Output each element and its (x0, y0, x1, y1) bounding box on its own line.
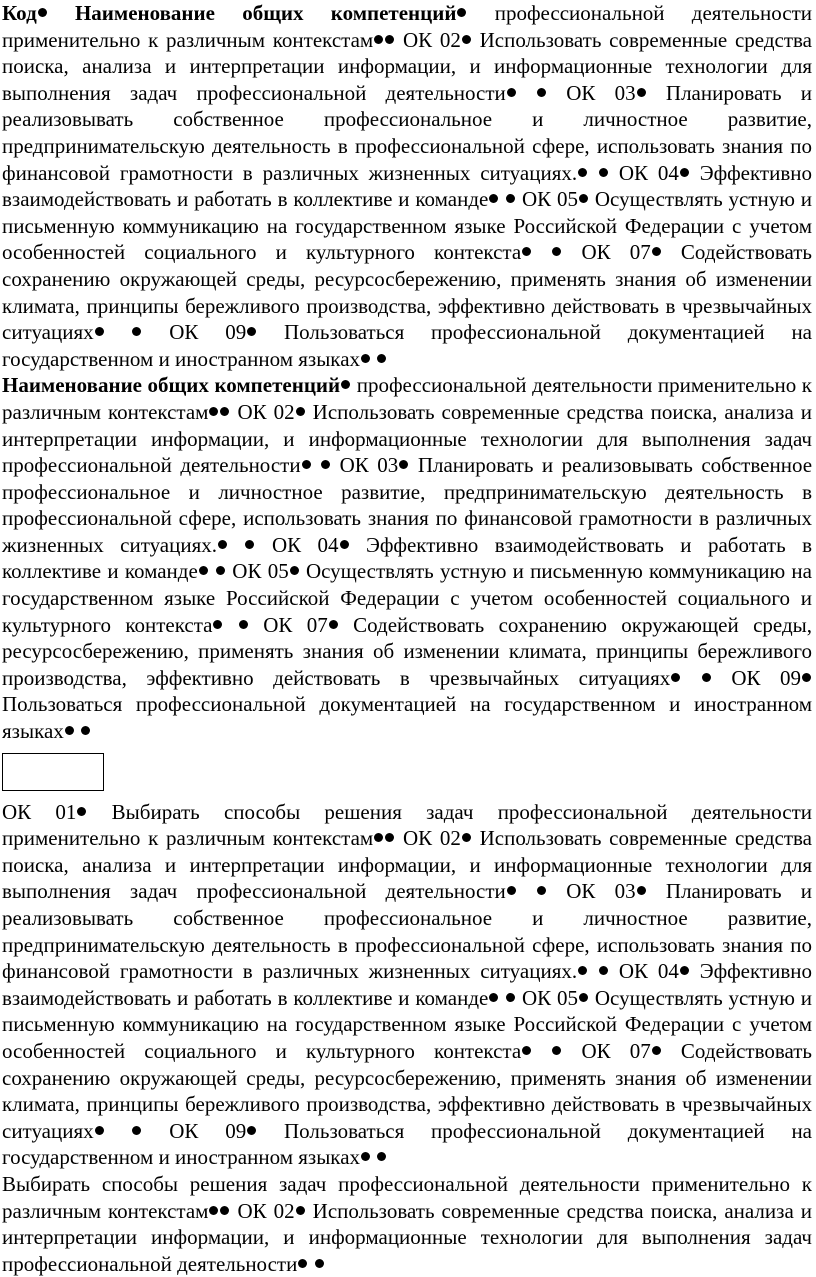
bullet-icon (702, 673, 711, 682)
bullet-icon (38, 8, 47, 17)
ok-code: ОК 05 (522, 985, 579, 1010)
ok-code: ОК 04 (618, 160, 679, 185)
bullet-icon (247, 1126, 256, 1135)
bullet-icon (578, 966, 587, 975)
ok-code: ОК 09 (169, 320, 247, 345)
bullet-icon (652, 247, 661, 256)
bullet-icon (361, 354, 370, 363)
bullet-icon (341, 380, 350, 389)
bullet-icon (377, 1152, 386, 1161)
bullet-icon (680, 168, 689, 177)
bullet-icon (579, 993, 588, 1002)
bullet-icon (385, 35, 394, 44)
ok-code: ОК 03 (566, 879, 636, 904)
competencies-paragraph-1 (2, 0, 812, 372)
bullet-icon (296, 407, 305, 416)
bullet-icon (95, 327, 104, 336)
ok-text: Планировать и реализовывать собственное профессиональное и личностное развитие, предпринимательскую деятельность в профессиональной сфере, использовать знания по финансовой грамотности в различных жизненных ситуациях. (2, 453, 813, 557)
bullet-icon (239, 620, 248, 629)
bullet-icon (329, 620, 338, 629)
bullet-icon (578, 168, 587, 177)
bullet-icon (218, 540, 227, 549)
competencies-paragraph-3 (2, 799, 812, 1171)
heading-code: Код (2, 1, 37, 25)
ok-text: Использовать современные средства поиска, анализа и интерпретации информации, и информационные технологии для выполнения задач профессиональной деятельности (2, 399, 813, 478)
bullet-icon (506, 993, 515, 1002)
empty-table-cell (2, 753, 104, 791)
ok-text: Пользоваться профессиональной документацией на государственном и иностранном языках (2, 692, 812, 744)
bullet-icon (522, 247, 531, 256)
ok-text: Использовать современные средства поиска, анализа и интерпретации информации, и информационные технологии для выполнения задач профессиональной деятельности (2, 826, 812, 904)
bullet-icon (399, 460, 408, 469)
bullet-icon (220, 1206, 229, 1215)
bullet-icon (340, 540, 349, 549)
ok-text: Выбирать способы решения задач профессиональной деятельности применительно к различным контекстам (2, 1171, 812, 1223)
bullet-icon (802, 673, 811, 682)
bullet-icon (220, 407, 229, 416)
ok-text: Содействовать сохранению окружающей среды, ресурсосбережению, применять знания об изменении климата, принципы бережливого производства, эффективно действовать в чрезвычайных ситуациях (2, 1038, 813, 1143)
ok-code: ОК 09 (731, 665, 802, 690)
bullet-icon (374, 833, 383, 842)
ok-text: Содействовать сохранению окружающей среды, ресурсосбережению, применять знания об изменении климата, принципы бережливого производства, эффективно действовать в чрезвычайных ситуациях (2, 240, 813, 345)
ok-text: Эффективно взаимодействовать и работать в коллективе и команде (2, 959, 812, 1010)
ok-text: Выбирать способы решения задач профессиональной деятельности применительно к различным контекстам (2, 799, 812, 851)
competencies-paragraph-4 (2, 1171, 812, 1277)
bullet-icon (507, 886, 516, 895)
ok-text: Планировать и реализовывать собственное профессиональное и личностное развитие, предпринимательскую деятельность в профессиональной сфере, использовать знания по финансовой грамотности в различных жизненных ситуациях. (2, 80, 812, 185)
ok-text: Осуществлять устную и письменную коммуникацию на государственном языке Российской Федерации с учетом особенностей социального и культурного контекста (2, 559, 812, 637)
ok-text: Эффективно взаимодействовать и работать в коллективе и команде (2, 532, 813, 584)
bullet-icon (65, 726, 74, 735)
bullet-icon (462, 833, 471, 842)
bullet-icon (132, 1126, 141, 1135)
bullet-icon (652, 1046, 661, 1055)
ok-code: ОК 02 (402, 826, 461, 851)
ok-code: ОК 02 (402, 27, 461, 52)
ok-text: Планировать и реализовывать собственное профессиональное и личностное развитие, предпринимательскую деятельность в профессиональной сфере, использовать знания по финансовой грамотности в различных жизненных ситуациях. (2, 879, 812, 984)
ok-code: ОК 04 (271, 532, 339, 557)
ok-text: Эффективно взаимодействовать и работать в коллективе и команде (2, 160, 812, 212)
bullet-icon (298, 1259, 307, 1268)
bullet-icon (579, 194, 588, 203)
bullet-icon (361, 1152, 370, 1161)
bullet-icon (552, 1046, 561, 1055)
bullet-icon (199, 566, 208, 575)
bullet-icon (599, 966, 608, 975)
bullet-icon (81, 726, 90, 735)
ok-text: Пользоваться профессиональной документацией на государственном и иностранном языках (2, 1118, 813, 1170)
bullet-icon (321, 460, 330, 469)
bullet-icon (315, 1259, 324, 1268)
ok-code: ОК 05 (522, 187, 579, 212)
heading-title: Наименование общих компетенций (2, 373, 341, 398)
ok-text: Пользоваться профессиональной документацией на государственном и иностранном языках (2, 320, 813, 371)
paragraph-text: профессиональной деятельности применительно к различным контекстам (2, 1, 813, 52)
bullet-icon (599, 168, 608, 177)
ok-code: ОК 09 (169, 1118, 247, 1143)
bullet-icon (637, 886, 646, 895)
bullet-icon (213, 620, 222, 629)
bullet-icon (637, 88, 646, 97)
competencies-paragraph-2 (2, 372, 812, 744)
ok-code: ОК 07 (581, 240, 651, 265)
bullet-icon (457, 8, 466, 17)
bullet-icon (247, 327, 256, 336)
bullet-icon (77, 807, 86, 816)
bullet-icon (537, 88, 546, 97)
bullet-icon (296, 1206, 305, 1215)
bullet-icon (537, 886, 546, 895)
bullet-icon (216, 566, 225, 575)
bullet-icon (132, 327, 141, 336)
bullet-icon (489, 194, 498, 203)
bullet-icon (506, 194, 515, 203)
bullet-icon (489, 993, 498, 1002)
ok-text: Использовать современные средства поиска, анализа и интерпретации информации, и информационные технологии для выполнения задач профессиональной деятельности (2, 27, 812, 105)
bullet-icon (245, 540, 254, 549)
ok-code: ОК 04 (618, 959, 679, 984)
bullet-icon (507, 88, 516, 97)
ok-code: ОК 03 (566, 80, 636, 105)
ok-text: Осуществлять устную и письменную коммуникацию на государственном языке Российской Федерации с учетом особенностей социального и культурного контекста (2, 187, 812, 265)
ok-code: ОК 01 (2, 799, 77, 824)
bullet-icon (462, 35, 471, 44)
bullet-icon (209, 407, 218, 416)
bullet-icon (552, 247, 561, 256)
bullet-icon (377, 354, 386, 363)
bullet-icon (374, 35, 383, 44)
bullet-icon (95, 1126, 104, 1135)
bullet-icon (680, 966, 689, 975)
ok-code: ОК 03 (339, 453, 399, 478)
ok-code: ОК 07 (263, 612, 328, 637)
ok-code: ОК 02 (237, 399, 295, 424)
bullet-icon (385, 833, 394, 842)
bullet-icon (209, 1206, 218, 1215)
ok-code: ОК 02 (237, 1198, 295, 1223)
ok-text: Использовать современные средства поиска, анализа и интерпретации информации, и информационные технологии для выполнения задач профессиональной деятельности (2, 1198, 813, 1276)
ok-text: Содействовать сохранению окружающей среды, ресурсосбережению, применять знания об изменении климата, принципы бережливого производства, эффективно действовать в чрезвычайных ситуациях (2, 612, 812, 690)
ok-code: ОК 05 (232, 559, 289, 584)
heading-title: Наименование общих компетенций (74, 1, 457, 25)
bullet-icon (290, 566, 299, 575)
bullet-icon (302, 460, 311, 469)
ok-text: Осуществлять устную и письменную коммуникацию на государственном языке Российской Федерации с учетом особенностей социального и культурного контекста (2, 985, 812, 1063)
bullet-icon (671, 673, 680, 682)
paragraph-text: профессиональной деятельности применительно к различным контекстам (2, 373, 813, 424)
ok-code: ОК 07 (581, 1038, 651, 1063)
bullet-icon (522, 1046, 531, 1055)
